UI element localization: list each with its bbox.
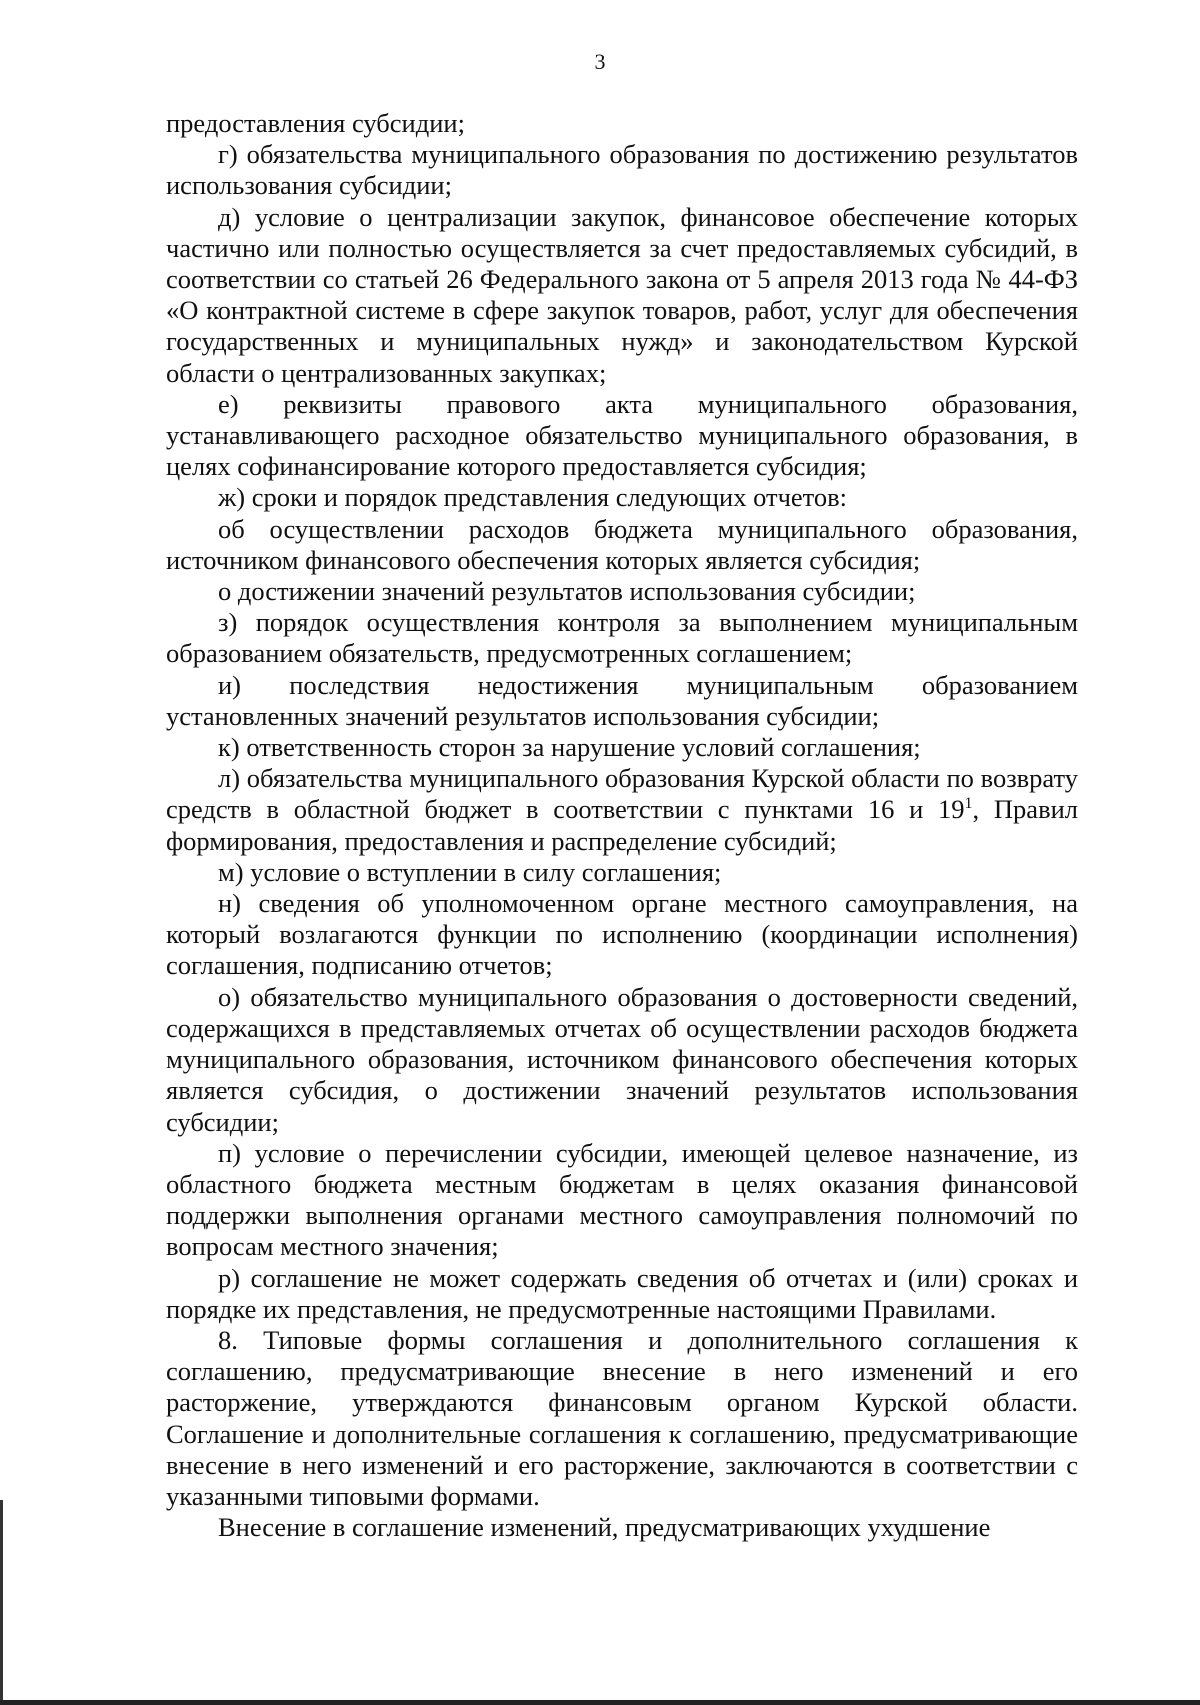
- paragraph-amendments: Внесение в соглашение изменений, предусматривающих ухудшение: [218, 1512, 991, 1543]
- paragraph-o: о) обязательство муниципального образования о достоверности сведений, содержащихся в представляемых отчетах об осуществлении расходов бюджета муниципального образования, источником финансового обеспечения которых является субсидия, о достижении значений результатов использования субсидии;: [166, 981, 1078, 1137]
- paragraph-r: р) соглашение не может содержать сведения об отчетах и (или) сроках и порядке их представления, не предусмотренные настоящими Правилами.: [166, 1262, 1078, 1324]
- paragraph-report-results: о достижении значений результатов использования субсидии;: [218, 576, 916, 607]
- paragraph-report-expenses: об осуществлении расходов бюджета муниципального образования, источником финансового обеспечения которых является субсидия;: [166, 513, 1078, 575]
- document-body: [166, 108, 1078, 1543]
- page-number: 3: [594, 49, 606, 74]
- paragraph-l-text: л) обязательства муниципального образования Курской области по возврату средств в областной бюджет в соответствии с пунктами 16 и 19: [166, 763, 1078, 825]
- paragraph-p: п) условие о перечислении субсидии, имеющей целевое назначение, из областного бюджета местным бюджетам в целях оказания финансовой поддержки выполнения органами местного самоуправления полномочий по вопросам местного значения;: [166, 1137, 1078, 1262]
- paragraph-zh: ж) сроки и порядок представления следующих отчетов:: [218, 482, 848, 513]
- paragraph-n: н) сведения об уполномоченном органе местного самоуправления, на который возлагаются функции по исполнению (координации исполнения) соглашения, подписанию отчетов;: [166, 888, 1078, 981]
- superscript-footnote: 1: [964, 795, 973, 813]
- paragraph-i: и) последствия недостижения муниципальным образованием установленных значений результатов использования субсидии;: [166, 669, 1078, 731]
- paragraph-continuation: предоставления субсидии;: [166, 108, 465, 138]
- paragraph-m: м) условие о вступлении в силу соглашения;: [218, 856, 722, 887]
- paragraph-z: з) порядок осуществления контроля за выполнением муниципальным образованием обязательств, предусмотренных соглашением;: [166, 607, 1078, 669]
- paragraph-l-text-end: , Правил формирования, предоставления и распределение субсидий;: [166, 794, 1078, 856]
- scan-bottom-edge: [0, 1700, 1200, 1705]
- scan-left-edge: [0, 1500, 3, 1705]
- paragraph-8: 8. Типовые формы соглашения и дополнительного соглашения к соглашению, предусматривающие внесение в него изменений и его расторжение, утверждаются финансовым органом Курской области. Соглашение и дополнительные соглашения к соглашению, предусматривающие внесение в него изменений и его расторжение, заключаются в соответствии с указанными типовыми формами.: [166, 1324, 1078, 1511]
- paragraph-l: [166, 763, 1078, 857]
- paragraph-k: к) ответственность сторон за нарушение условий соглашения;: [218, 732, 921, 763]
- paragraph-g: г) обязательства муниципального образования по достижению результатов использования субсидии;: [166, 139, 1078, 201]
- paragraph-e: е) реквизиты правового акта муниципального образования, устанавливающего расходное обязательство муниципального образования, в целях софинансирование которого предоставляется субсидия;: [166, 388, 1078, 482]
- paragraph-d: д) условие о централизации закупок, финансовое обеспечение которых частично или полностью осуществляется за счет предоставляемых субсидий, в соответствии со статьей 26 Федерального закона от 5 апреля 2013 года № 44-ФЗ «О контрактной системе в сфере закупок товаров, работ, услуг для обеспечения государственных и муниципальных нужд» и законодательством Курской области о централизованных закупках;: [166, 201, 1078, 388]
